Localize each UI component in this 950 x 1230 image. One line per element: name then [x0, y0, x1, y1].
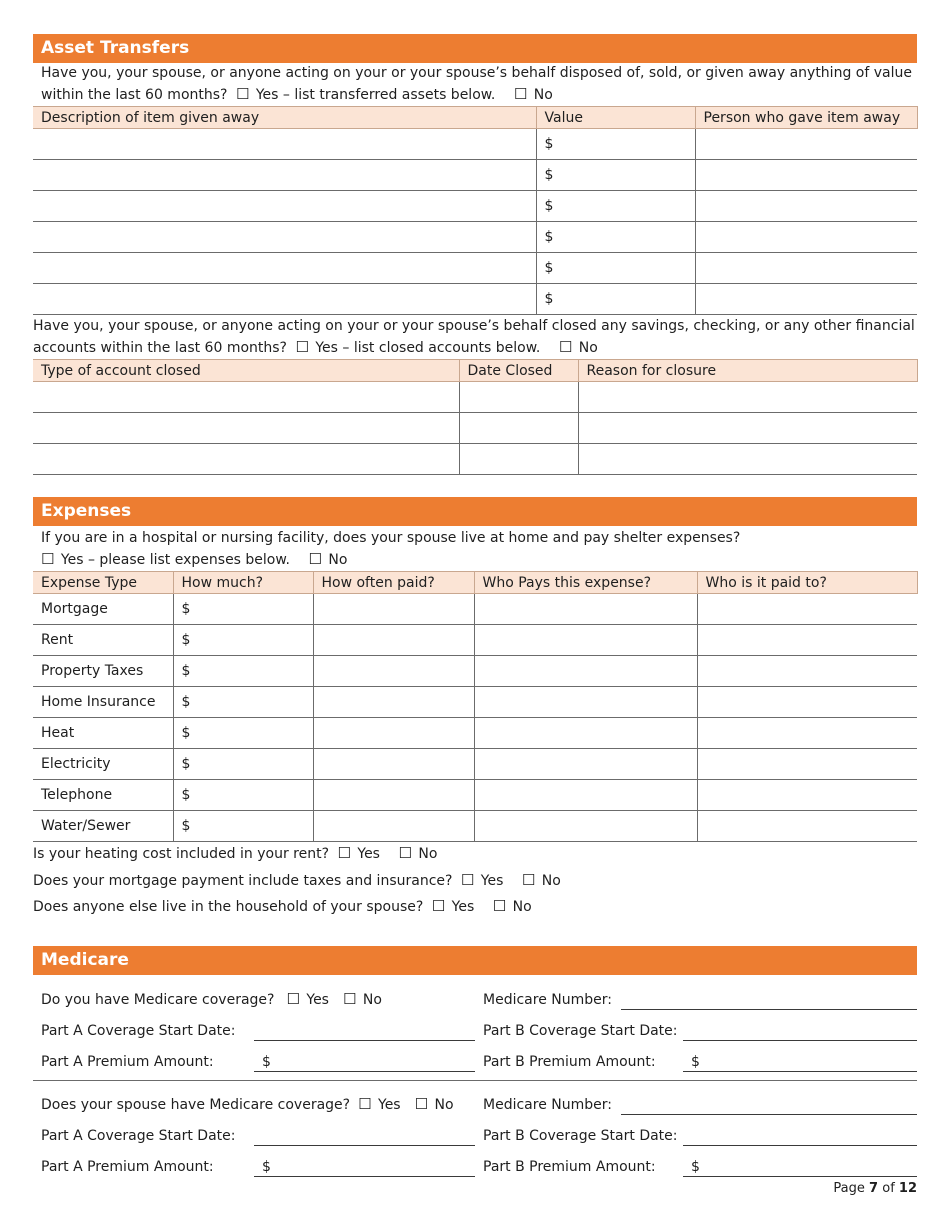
applicant-medicare-number-row: Medicare Number: — [475, 979, 917, 1010]
asset-transfer-yes-checkbox[interactable]: ☐ Yes – list transferred assets below. — [235, 85, 496, 103]
table-row — [33, 191, 917, 222]
expense-type-label: Electricity — [33, 749, 173, 780]
amount-field[interactable]: $ — [173, 811, 313, 842]
value-field[interactable]: $ — [536, 284, 695, 315]
person-field[interactable] — [695, 160, 917, 191]
col-account-type: Type of account closed — [33, 360, 459, 382]
person-field[interactable] — [695, 253, 917, 284]
table-row — [33, 780, 917, 811]
household-question: Does anyone else live in the household of your spouse? ☐ Yes ☐ No — [33, 897, 532, 915]
applicant-part-a-premium-row: Part A Premium Amount: $ — [33, 1041, 475, 1072]
col-who-pays: Who Pays this expense? — [474, 572, 697, 594]
amount-field[interactable]: $ — [173, 780, 313, 811]
date-closed-field[interactable] — [459, 444, 578, 475]
expense-type-label: Mortgage — [33, 594, 173, 625]
value-field[interactable]: $ — [536, 129, 695, 160]
spouse-part-b-premium-row: Part B Premium Amount: $ — [475, 1146, 917, 1177]
spouse-medicare-number-input[interactable] — [621, 1095, 917, 1115]
reason-field[interactable] — [578, 444, 917, 475]
medicare-divider — [33, 1080, 917, 1081]
form-page — [33, 34, 917, 1177]
spouse-part-a-start-input[interactable] — [254, 1126, 475, 1146]
expenses-header: Expenses — [33, 497, 917, 526]
table-row — [33, 811, 917, 842]
table-row — [33, 718, 917, 749]
amount-field[interactable]: $ — [173, 656, 313, 687]
account-type-field[interactable] — [33, 413, 459, 444]
closed-accounts-table — [33, 359, 918, 475]
col-how-often: How often paid? — [313, 572, 474, 594]
spouse-part-a-premium-row: Part A Premium Amount: $ — [33, 1146, 475, 1177]
value-field[interactable]: $ — [536, 222, 695, 253]
frequency-field[interactable] — [313, 625, 474, 656]
expense-type-label: Telephone — [33, 780, 173, 811]
reason-field[interactable] — [578, 413, 917, 444]
frequency-field[interactable] — [313, 656, 474, 687]
payer-field[interactable] — [474, 780, 697, 811]
payee-field[interactable] — [697, 780, 917, 811]
payer-field[interactable] — [474, 594, 697, 625]
table-row — [33, 625, 917, 656]
spouse-medicare-number-row: Medicare Number: — [475, 1084, 917, 1115]
table-row — [33, 444, 917, 475]
table-row — [33, 222, 917, 253]
expense-type-label: Home Insurance — [33, 687, 173, 718]
col-description: Description of item given away — [33, 107, 536, 129]
medicare-header: Medicare — [33, 946, 917, 975]
applicant-medicare-block — [33, 979, 917, 1072]
household-yes-checkbox[interactable]: ☐ Yes — [431, 897, 475, 915]
spouse-medicare-question: Does your spouse have Medicare coverage? ☐ Yes ☐ No — [41, 1095, 454, 1113]
expenses-question-text: If you are in a hospital or nursing facility, does your spouse live at home and pay shelter expenses? — [41, 530, 741, 546]
mortgage-no-checkbox[interactable]: ☐ No — [521, 871, 561, 889]
date-closed-field[interactable] — [459, 382, 578, 413]
spouse-medicare-no-checkbox[interactable]: ☐ No — [414, 1095, 454, 1113]
table-row — [33, 160, 917, 191]
amount-field[interactable]: $ — [173, 749, 313, 780]
payee-field[interactable] — [697, 749, 917, 780]
asset-transfer-no-checkbox[interactable]: ☐ No — [513, 85, 553, 103]
spouse-part-a-premium-input[interactable]: $ — [254, 1157, 475, 1177]
value-field[interactable]: $ — [536, 160, 695, 191]
applicant-medicare-no-checkbox[interactable]: ☐ No — [342, 990, 382, 1008]
col-how-much: How much? — [173, 572, 313, 594]
payer-field[interactable] — [474, 718, 697, 749]
payer-field[interactable] — [474, 749, 697, 780]
frequency-field[interactable] — [313, 811, 474, 842]
payee-field[interactable] — [697, 594, 917, 625]
person-field[interactable] — [695, 222, 917, 253]
payer-field[interactable] — [474, 687, 697, 718]
applicant-part-b-premium-row: Part B Premium Amount: $ — [475, 1041, 917, 1072]
applicant-part-a-start-row: Part A Coverage Start Date: — [33, 1010, 475, 1041]
mortgage-yes-checkbox[interactable]: ☐ Yes — [460, 871, 504, 889]
asset-transfer-question-text: Have you, your spouse, or anyone acting on your or your spouse’s behalf disposed of, sold, or given away anything of value within the last 60 months? — [41, 65, 912, 103]
amount-field[interactable]: $ — [173, 625, 313, 656]
col-expense-type: Expense Type — [33, 572, 173, 594]
expenses-table — [33, 571, 918, 842]
col-reason: Reason for closure — [578, 360, 917, 382]
person-field[interactable] — [695, 129, 917, 160]
applicant-part-a-premium-input[interactable]: $ — [254, 1052, 475, 1072]
table-row — [33, 284, 917, 315]
table-row — [33, 594, 917, 625]
payee-field[interactable] — [697, 687, 917, 718]
payee-field[interactable] — [697, 811, 917, 842]
col-value: Value — [536, 107, 695, 129]
applicant-medicare-question: Do you have Medicare coverage? ☐ Yes ☐ No — [41, 990, 382, 1008]
amount-field[interactable]: $ — [173, 718, 313, 749]
person-field[interactable] — [695, 191, 917, 222]
amount-field[interactable]: $ — [173, 594, 313, 625]
value-field[interactable]: $ — [536, 191, 695, 222]
closed-accounts-no-checkbox[interactable]: ☐ No — [558, 338, 598, 356]
payer-field[interactable] — [474, 625, 697, 656]
spouse-medicare-yes-checkbox[interactable]: ☐ Yes — [358, 1095, 401, 1113]
applicant-part-b-start-input[interactable] — [683, 1021, 917, 1041]
expense-type-label: Property Taxes — [33, 656, 173, 687]
col-paid-to: Who is it paid to? — [697, 572, 917, 594]
payee-field[interactable] — [697, 656, 917, 687]
frequency-field[interactable] — [313, 594, 474, 625]
date-closed-field[interactable] — [459, 413, 578, 444]
heating-yes-checkbox[interactable]: ☐ Yes — [337, 844, 380, 862]
applicant-medicare-yes-checkbox[interactable]: ☐ Yes — [286, 990, 329, 1008]
description-field[interactable] — [33, 284, 536, 315]
reason-field[interactable] — [578, 382, 917, 413]
value-field[interactable]: $ — [536, 253, 695, 284]
account-type-field[interactable] — [33, 382, 459, 413]
col-date-closed: Date Closed — [459, 360, 578, 382]
frequency-field[interactable] — [313, 749, 474, 780]
payer-field[interactable] — [474, 811, 697, 842]
payer-field[interactable] — [474, 656, 697, 687]
payee-field[interactable] — [697, 625, 917, 656]
spouse-medicare-block — [33, 1084, 917, 1177]
asset-transfer-question — [33, 63, 917, 106]
heating-no-checkbox[interactable]: ☐ No — [398, 844, 438, 862]
frequency-field[interactable] — [313, 718, 474, 749]
expense-type-label: Heat — [33, 718, 173, 749]
applicant-part-a-start-input[interactable] — [254, 1021, 475, 1041]
spouse-part-b-start-input[interactable] — [683, 1126, 917, 1146]
spouse-part-b-start-row: Part B Coverage Start Date: — [475, 1115, 917, 1146]
expenses-options — [33, 549, 917, 571]
person-field[interactable] — [695, 284, 917, 315]
table-row — [33, 656, 917, 687]
asset-transfers-header: Asset Transfers — [33, 34, 917, 63]
description-field[interactable] — [33, 191, 536, 222]
mortgage-question: Does your mortgage payment include taxes and insurance? ☐ Yes ☐ No — [33, 871, 561, 889]
transferred-assets-table — [33, 106, 918, 315]
description-field[interactable] — [33, 129, 536, 160]
applicant-part-b-start-row: Part B Coverage Start Date: — [475, 1010, 917, 1041]
table-row — [33, 253, 917, 284]
spouse-part-b-premium-input[interactable]: $ — [683, 1157, 917, 1177]
frequency-field[interactable] — [313, 780, 474, 811]
amount-field[interactable]: $ — [173, 687, 313, 718]
description-field[interactable] — [33, 222, 536, 253]
description-field[interactable] — [33, 253, 536, 284]
table-row — [33, 129, 917, 160]
table-row — [33, 749, 917, 780]
household-no-checkbox[interactable]: ☐ No — [492, 897, 532, 915]
applicant-medicare-number-input[interactable] — [621, 990, 917, 1010]
spouse-part-a-start-row: Part A Coverage Start Date: — [33, 1115, 475, 1146]
closed-accounts-question-text: Have you, your spouse, or anyone acting on your or your spouse’s behalf closed any savings, checking, or any other financial accounts within the last 60 months? — [33, 318, 915, 356]
expenses-yes-checkbox[interactable]: ☐ Yes – please list expenses below. — [41, 550, 290, 568]
applicant-part-b-premium-input[interactable]: $ — [683, 1052, 917, 1072]
description-field[interactable] — [33, 160, 536, 191]
expense-type-label: Rent — [33, 625, 173, 656]
expenses-no-checkbox[interactable]: ☐ No — [308, 550, 348, 568]
account-type-field[interactable] — [33, 444, 459, 475]
col-person: Person who gave item away — [695, 107, 917, 129]
table-row — [33, 413, 917, 444]
table-row — [33, 687, 917, 718]
payee-field[interactable] — [697, 718, 917, 749]
expense-type-label: Water/Sewer — [33, 811, 173, 842]
closed-accounts-question — [33, 316, 917, 359]
page-number: Page 7 of 12 — [833, 1181, 917, 1196]
heating-question: Is your heating cost included in your rent? ☐ Yes ☐ No — [33, 844, 438, 862]
frequency-field[interactable] — [313, 687, 474, 718]
closed-accounts-yes-checkbox[interactable]: ☐ Yes – list closed accounts below. — [295, 338, 541, 356]
table-row — [33, 382, 917, 413]
